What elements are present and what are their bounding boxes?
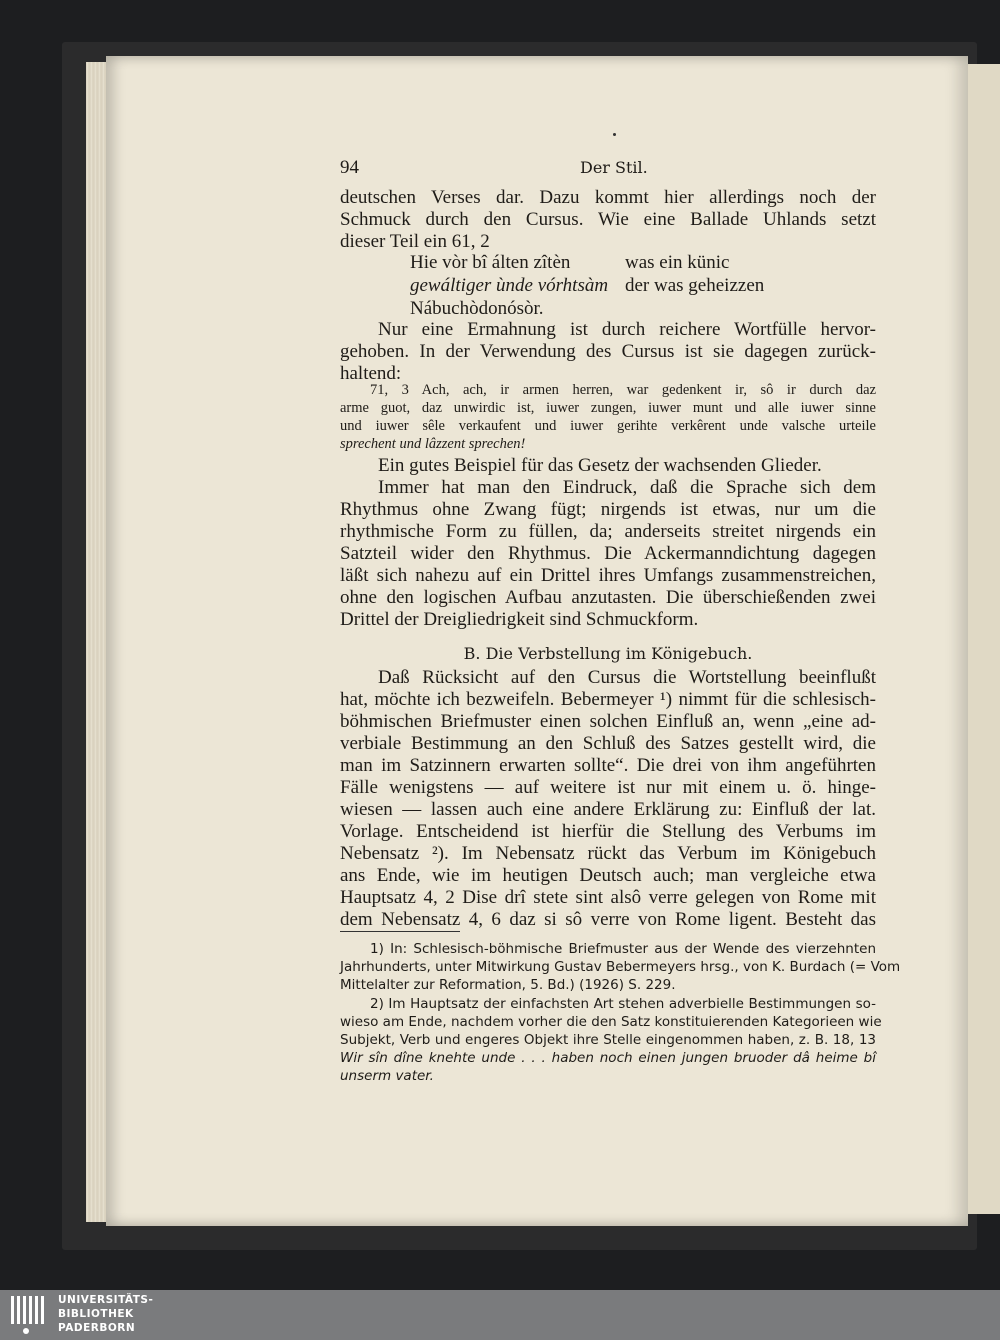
text-line: wiesen — lassen auch eine andere Erklärung zu: Einfluß der lat. bbox=[340, 799, 876, 820]
footnote-rule bbox=[340, 931, 460, 932]
paragraph-1 bbox=[340, 187, 876, 253]
footnote-line: unserm vater. bbox=[340, 1068, 434, 1084]
text-line: rhythmische Form zu füllen, da; anderseits streitet nirgends ein bbox=[340, 521, 876, 542]
text-line: dem Nebensatz 4, 6 daz si sô verre von Rome ligent. Besteht das bbox=[340, 909, 876, 930]
text-line: verbiale Bestimmung an den Schluß des Satzes gestellt wird, die bbox=[340, 733, 876, 754]
quote-line: sprechent und lâzzent sprechen! bbox=[340, 436, 526, 452]
text-line: böhmischen Briefmuster einen solchen Einfluß an, wenn „eine ad- bbox=[340, 711, 876, 732]
quote-line: und iuwer sêle verkaufent und iuwer gerihte verkêrent unde valsche urteile bbox=[340, 418, 876, 434]
verse-line-b: der was geheizzen bbox=[625, 275, 765, 296]
footnote-2 bbox=[340, 995, 882, 1085]
text-line: gehoben. In der Verwendung des Cursus ist sie dagegen zurück- bbox=[340, 341, 876, 362]
text-line: läßt sich nahezu auf ein Drittel ihres Umfangs zusammenstreichen, bbox=[340, 565, 876, 586]
quote-line: 71, 3 Ach, ach, ir armen herren, war gedenkent ir, sô ir durch daz bbox=[370, 382, 876, 398]
verse-line bbox=[410, 251, 730, 274]
verse-line-a: Hie vòr bî álten zîtèn bbox=[410, 252, 571, 273]
footnote-line: 2) Im Hauptsatz der einfachsten Art stehen adverbielle Bestimmungen so- bbox=[370, 996, 876, 1012]
verse-line bbox=[410, 297, 608, 320]
paragraph-2 bbox=[340, 319, 876, 385]
section-heading: B. Die Verbstellung im Königebuch. bbox=[463, 644, 753, 663]
footnote-line: wieso am Ende, nachdem vorher die den Satz konstituierenden Kategorieen wie bbox=[340, 1014, 882, 1030]
verse-line-a: gewáltiger ùnde vórhtsàm bbox=[410, 275, 609, 296]
library-name-line: UNIVERSITÄTS- bbox=[58, 1294, 154, 1306]
quote-block bbox=[340, 381, 876, 453]
verse-block bbox=[410, 251, 765, 320]
footnote-1 bbox=[340, 940, 901, 994]
footnote-line: 1) In: Schlesisch-böhmische Briefmuster aus der Wende des vierzehnten bbox=[370, 941, 876, 957]
verse-line-a: Nábuchòdonósòr. bbox=[410, 298, 544, 319]
library-name bbox=[58, 1293, 153, 1335]
text-line: Satzteil wider den Rhythmus. Die Ackermanndichtung dagegen bbox=[340, 543, 876, 564]
ink-speck bbox=[613, 133, 616, 136]
text-line: ans Ende, wie im heutigen Deutsch auch; man vergleiche etwa bbox=[340, 865, 876, 886]
verse-line bbox=[410, 274, 765, 297]
text-line: Nebensatz ²). Im Nebensatz rückt das Verbum im Königebuch bbox=[340, 843, 876, 864]
text-line: Hauptsatz 4, 2 Dise drî stete sint alsô verre gelegen von Rome mit bbox=[340, 887, 876, 908]
library-logo-icon bbox=[10, 1294, 46, 1336]
text-line: haltend: bbox=[340, 363, 402, 384]
verse-line-b: was ein künic bbox=[625, 252, 730, 273]
paragraph-4 bbox=[340, 667, 876, 931]
page-number: 94 bbox=[340, 157, 359, 178]
text-line: man im Satzinnern erwarten sollte“. Die drei von ihm angeführten bbox=[340, 755, 876, 776]
quote-line: arme guot, daz unwirdic ist, iuwer zungen, iuwer munt und alle iuwer sinne bbox=[340, 400, 876, 416]
facing-page-edge bbox=[968, 64, 1000, 1214]
library-name-line: BIBLIOTHEK bbox=[58, 1308, 134, 1320]
text-line: Schmuck durch den Cursus. Wie eine Ballade Uhlands setzt bbox=[340, 209, 876, 230]
footnote-line: Jahrhunderts, unter Mitwirkung Gustav Bebermeyers hrsg., von K. Burdach (= Vom bbox=[340, 959, 901, 975]
text-line: deutschen Verses dar. Dazu kommt hier allerdings noch der bbox=[340, 187, 876, 208]
text-line: ohne den logischen Aufbau anzutasten. Die überschießenden zwei bbox=[340, 587, 876, 608]
text-line: Daß Rücksicht auf den Cursus die Wortstellung beeinflußt bbox=[378, 667, 876, 688]
text-line: Rhythmus ohne Zwang fügt; nirgends ist etwas, nur um die bbox=[340, 499, 876, 520]
text-line: Fälle wenigstens — auf weitere ist nur mit einem u. ö. hinge- bbox=[340, 777, 876, 798]
text-line: Ein gutes Beispiel für das Gesetz der wachsenden Glieder. bbox=[378, 455, 822, 476]
text-line: hat, möchte ich bezweifeln. Bebermeyer ¹) nimmt für die schlesisch- bbox=[340, 689, 876, 710]
library-name-line: PADERBORN bbox=[58, 1322, 136, 1334]
page-edges bbox=[86, 62, 108, 1222]
text-line: dieser Teil ein 61, 2 bbox=[340, 231, 490, 252]
text-line: Immer hat man den Eindruck, daß die Sprache sich dem bbox=[378, 477, 876, 498]
footnote-line: Mittelalter zur Reformation, 5. Bd.) (1926) S. 229. bbox=[340, 977, 676, 993]
text-line: Drittel der Dreigliedrigkeit sind Schmuckform. bbox=[340, 609, 699, 630]
running-title: Der Stil. bbox=[580, 158, 648, 177]
text-line: Vorlage. Entscheidend ist hierfür die Stellung des Verbums im bbox=[340, 821, 876, 842]
footnote-line: Subjekt, Verb und engeres Objekt ihre Stelle eingenommen haben, z. B. 18, 13 bbox=[340, 1032, 876, 1048]
footnote-line: Wir sîn dîne knehte unde . . . haben noch einen jungen bruoder dâ heime bî bbox=[340, 1050, 876, 1066]
text-line: Nur eine Ermahnung ist durch reichere Wortfülle hervor- bbox=[378, 319, 876, 340]
paragraph-3 bbox=[340, 455, 876, 631]
